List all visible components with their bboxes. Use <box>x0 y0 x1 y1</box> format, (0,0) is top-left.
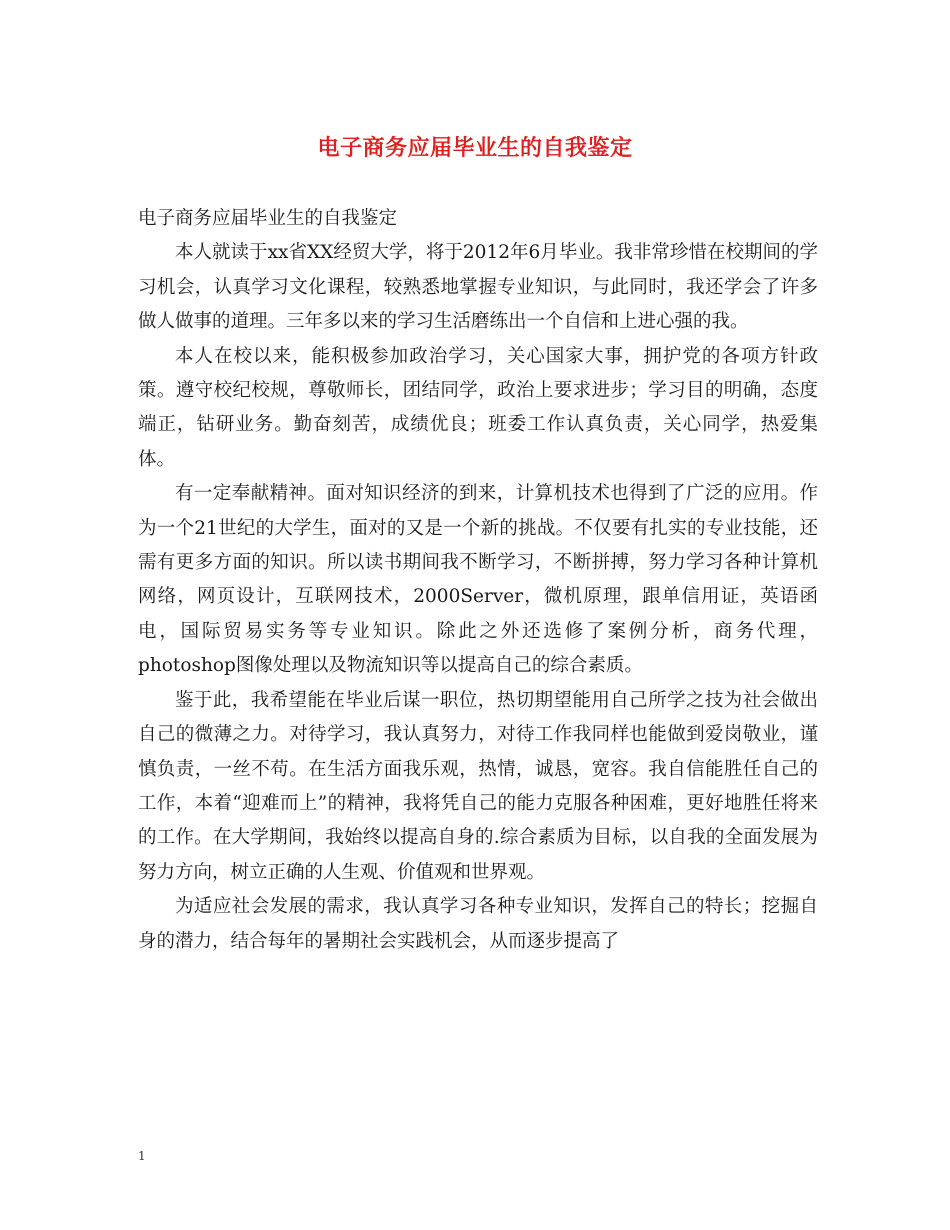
paragraph-1: 本人就读于xx省XX经贸大学，将于2012年6月毕业。我非常珍惜在校期间的学习机会，认真学习文化课程，较熟悉地掌握专业知识，与此同时，我还学会了许多做人做事的道理。三年多以来的学习生活磨练出一个自信和上进心强的我。 <box>138 242 818 333</box>
document-body <box>138 202 818 959</box>
page-number: 1 <box>138 1149 146 1163</box>
paragraph-2: 本人在校以来，能积极参加政治学习，关心国家大事，拥护党的各项方针政策。遵守校纪校规，尊敬师长，团结同学，政治上要求进步；学习目的明确，态度端正，钻研业务。勤奋刻苦，成绩优良；班委工作认真负责，关心同学，热爱集体。 <box>138 345 818 470</box>
paragraph-5: 为适应社会发展的需求，我认真学习各种专业知识，发挥自己的特长；挖掘自身的潜力，结合每年的暑期社会实践机会，从而逐步提高了 <box>138 896 818 952</box>
paragraph-4: 鉴于此，我希望能在毕业后谋一职位，热切期望能用自己所学之技为社会做出自己的微薄之力。对待学习，我认真努力，对待工作我同样也能做到爱岗敬业，谨慎负责，一丝不苟。在生活方面我乐观，热情，诚恳，宽容。我自信能胜任自己的工作，本着“迎难而上”的精神，我将凭自己的能力克服各种困难，更好地胜任将来的工作。在大学期间，我始终以提高自身的.综合素质为目标，以自我的全面发展为努力方向，树立正确的人生观、价值观和世界观。 <box>138 689 818 883</box>
document-subtitle: 电子商务应届毕业生的自我鉴定 <box>138 208 398 229</box>
paragraph-3: 有一定奉献精神。面对知识经济的到来，计算机技术也得到了广泛的应用。作为一个21世纪的大学生，面对的又是一个新的挑战。不仅要有扎实的专业技能，还需有更多方面的知识。所以读书期间我不断学习，不断拼搏，努力学习各种计算机网络，网页设计，互联网技术，2000Server，微机原理，跟单信用证，英语函电，国际贸易实务等专业知识。除此之外还选修了案例分析，商务代理，photoshop图像处理以及物流知识等以提高自己的综合素质。 <box>138 483 818 677</box>
document-title: 电子商务应届毕业生的自我鉴定 <box>317 135 633 161</box>
